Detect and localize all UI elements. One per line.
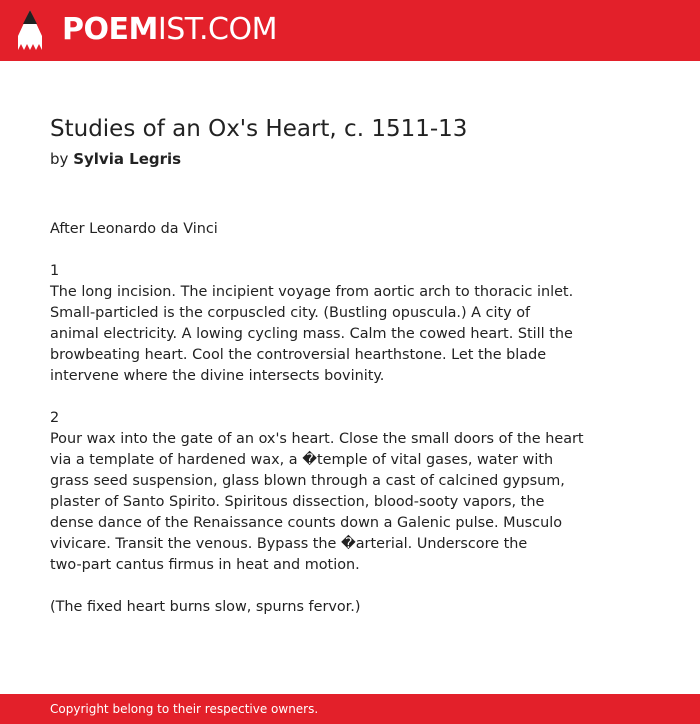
by-label: by: [50, 150, 69, 168]
section-number: 1: [50, 263, 60, 279]
poem-line: browbeating heart. Cool the controversial hearthstone. Let the blade: [50, 347, 547, 363]
site-header: [0, 0, 700, 61]
poem-line: via a template of hardened wax, a �temple of vital gases, water with: [50, 452, 554, 468]
poem-title: Studies of an Ox's Heart, c. 1511-13: [50, 116, 468, 142]
section-number: 2: [50, 410, 60, 426]
copyright-notice: Copyright belong to their respective owners.: [50, 702, 319, 716]
stanza-break: [50, 576, 570, 597]
closing-line: (The fixed heart burns slow, spurns fervor.): [50, 599, 361, 615]
poem-line: Small-particled is the corpuscled city. (Bustling opuscula.) A city of: [50, 305, 531, 321]
poem-line: Pour wax into the gate of an ox's heart. Close the small doors of the heart: [50, 431, 584, 447]
site-logo-link[interactable]: [62, 10, 277, 50]
poem-line: two-part cantus firmus in heat and motion.: [50, 557, 360, 573]
poem-line: dense dance of the Renaissance counts down a Galenic pulse. Musculo: [50, 515, 563, 531]
site-footer: [0, 694, 700, 724]
author-name: Sylvia Legris: [73, 150, 182, 168]
poem-body: [50, 219, 584, 618]
poem-line: grass seed suspension, glass blown through a cast of calcined gypsum,: [50, 473, 565, 489]
poem-line: animal electricity. A lowing cycling mass. Calm the cowed heart. Still the: [50, 326, 573, 342]
stanza-break: [50, 387, 570, 408]
poem-line: vivicare. Transit the venous. Bypass the �arterial. Underscore the: [50, 536, 528, 552]
pencil-tip-icon[interactable]: [18, 10, 42, 52]
poem-line: intervene where the divine intersects bovinity.: [50, 368, 385, 384]
brand-light: IST.COM: [157, 12, 277, 47]
brand-bold: POEM: [62, 12, 158, 47]
epigraph: After Leonardo da Vinci: [50, 221, 218, 237]
poem-line: plaster of Santo Spirito. Spiritous dissection, blood-sooty vapors, the: [50, 494, 545, 510]
byline: [50, 150, 181, 168]
poem-line: The long incision. The incipient voyage from aortic arch to thoracic inlet.: [50, 284, 574, 300]
stanza-break: [50, 240, 570, 261]
